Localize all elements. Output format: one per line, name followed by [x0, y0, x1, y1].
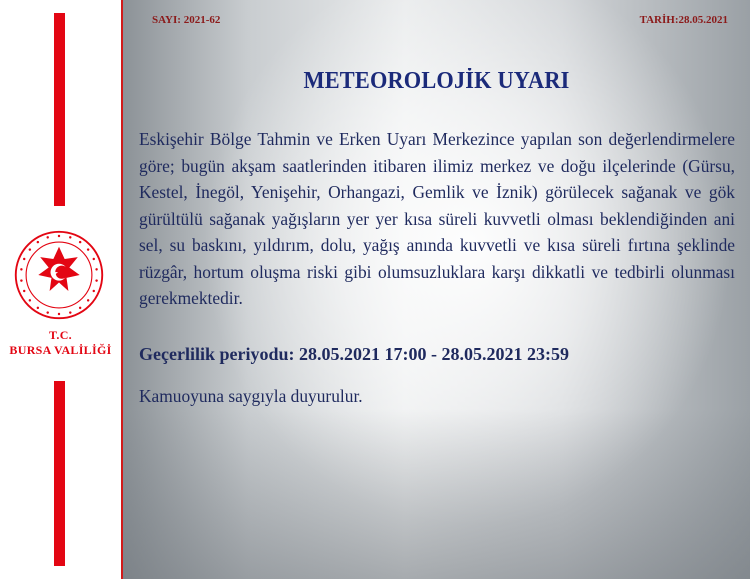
document-number: SAYI: 2021-62 [152, 14, 221, 26]
document-date: TARİH:28.05.2021 [639, 14, 728, 26]
page-title: METEOROLOJİK UYARI [303, 68, 570, 94]
org-line-tc: T.C. [49, 328, 72, 342]
sidebar [0, 0, 121, 579]
validity-period: Geçerlilik periyodu: 28.05.2021 17:00 - 28.05.2021 23:59 [139, 344, 569, 364]
org-line-bursa-valiligi: BURSA VALİLİĞİ [9, 343, 112, 357]
red-accent-bar-bottom [54, 381, 65, 566]
tc-crescent-star-emblem-icon [12, 228, 106, 322]
red-accent-bar-top [54, 13, 65, 206]
closing-note: Kamuoyuna saygıyla duyurulur. [139, 386, 363, 406]
warning-panel [123, 0, 750, 579]
warning-body: Eskişehir Bölge Tahmin ve Erken Uyarı Merkezince yapılan son değerlendirmelere göre; bugün akşam saatlerinden itibaren ilimiz merkez ve doğu ilçelerinde (Gürsu, Kestel, İnegöl, Yenişehir, Orhangazi, Gemlik ve İznik) görülecek sağanak ve gök gürültülü sağanak yağışların yer yer kısa süreli kuvvetli olması beklendiğinden ani sel, su baskını, yıldırım, dolu, yağış anında kuvvetli ve kısa süreli fırtına şeklinde rüzgâr, hortum oluşma riski gibi olumsuzluklara karşı dikkatli ve tedbirli olunması gerekmektedir. [139, 129, 735, 308]
